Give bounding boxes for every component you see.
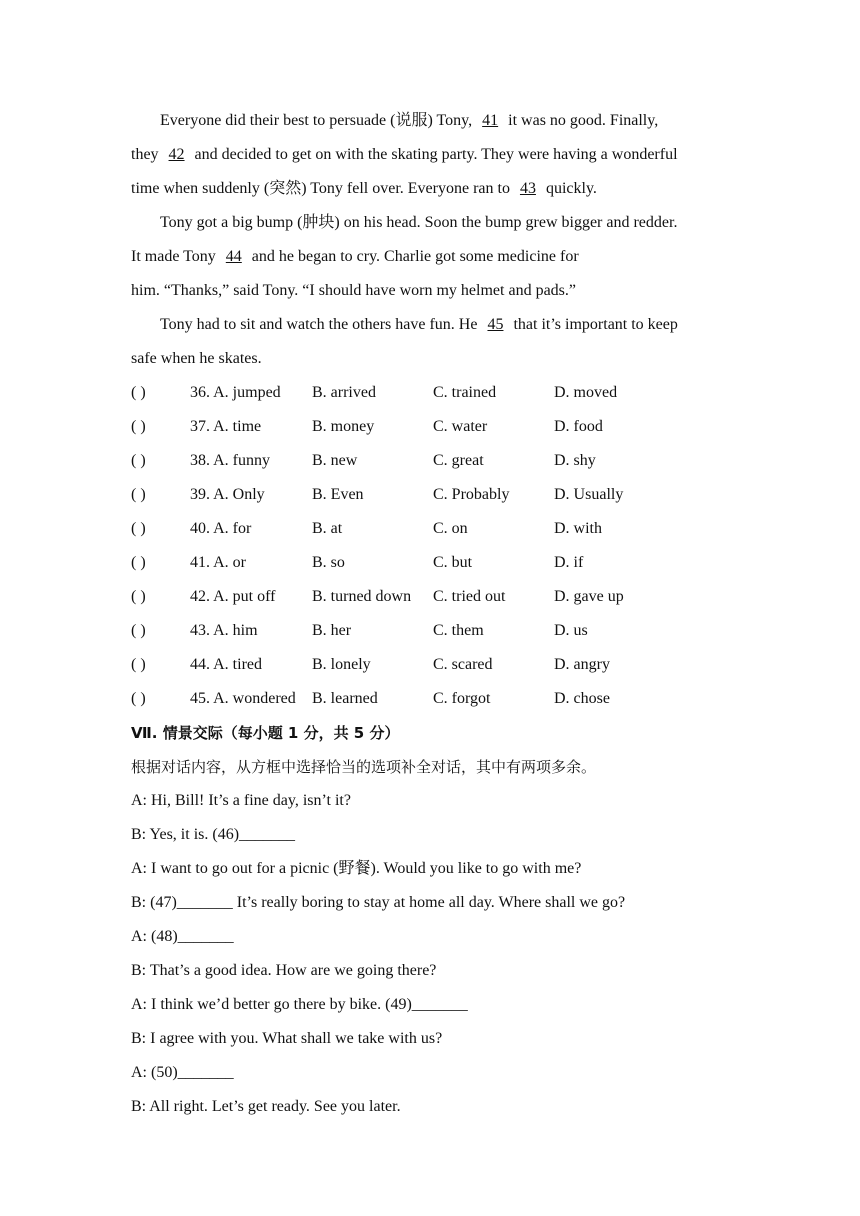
option-a: 37. A. time <box>190 418 262 435</box>
option-b: B. arrived <box>312 384 376 401</box>
option-d: D. chose <box>554 690 610 707</box>
question-row <box>131 410 731 444</box>
answer-paren: ( ) <box>131 520 146 537</box>
passage-text: that it’s important to keep <box>509 316 678 333</box>
passage-line <box>131 240 731 274</box>
dialogue-line: B: All right. Let’s get ready. See you later. <box>131 1098 401 1115</box>
question-row <box>131 580 731 614</box>
passage-line: safe when he skates. <box>131 350 262 367</box>
dialogue-line: A: (48)_______ <box>131 928 234 945</box>
answer-paren: ( ) <box>131 554 146 571</box>
dialogue-line: B: That’s a good idea. How are we going there? <box>131 962 437 979</box>
option-b: B. her <box>312 622 352 639</box>
option-d: D. us <box>554 622 588 639</box>
option-a: 40. A. for <box>190 520 252 537</box>
answer-paren: ( ) <box>131 486 146 503</box>
passage-line: him. “Thanks,” said Tony. “I should have worn my helmet and pads.” <box>131 282 576 299</box>
passage-text: Everyone did their best to persuade (说服) Tony, <box>160 112 477 129</box>
option-c: C. tried out <box>433 588 506 605</box>
document-page <box>131 104 731 1124</box>
passage-text: time when suddenly (突然) Tony fell over. Everyone ran to <box>131 180 514 197</box>
option-d: D. Usually <box>554 486 624 503</box>
option-c: C. Probably <box>433 486 510 503</box>
option-d: D. gave up <box>554 588 624 605</box>
option-c: C. forgot <box>433 690 491 707</box>
answer-paren: ( ) <box>131 588 146 605</box>
passage-line <box>131 308 731 342</box>
passage-line <box>131 172 731 206</box>
option-a: 44. A. tired <box>190 656 262 673</box>
passage-text: Tony had to sit and watch the others have fun. He <box>160 316 482 333</box>
answer-paren: ( ) <box>131 622 146 639</box>
option-d: D. moved <box>554 384 618 401</box>
question-row <box>131 444 731 478</box>
option-a: 41. A. or <box>190 554 246 571</box>
dialogue-line: A: (50)_______ <box>131 1064 234 1081</box>
option-d: D. if <box>554 554 584 571</box>
question-row <box>131 478 731 512</box>
question-row <box>131 546 731 580</box>
dialogue-line: A: I want to go out for a picnic (野餐). Would you like to go with me? <box>131 860 582 877</box>
passage-line <box>131 138 731 172</box>
dialogue-line: B: (47)_______ It’s really boring to stay at home all day. Where shall we go? <box>131 894 626 911</box>
option-c: C. trained <box>433 384 497 401</box>
option-b: B. lonely <box>312 656 371 673</box>
option-c: C. but <box>433 554 473 571</box>
answer-blank-44: 44 <box>225 248 242 265</box>
passage-text: it was no good. Finally, <box>504 112 659 129</box>
answer-paren: ( ) <box>131 452 146 469</box>
question-row <box>131 682 731 716</box>
option-d: D. food <box>554 418 603 435</box>
passage-line: Tony got a big bump (肿块) on his head. Soon the bump grew bigger and redder. <box>160 214 678 231</box>
dialogue-line: B: I agree with you. What shall we take with us? <box>131 1030 443 1047</box>
option-d: D. angry <box>554 656 610 673</box>
passage-text: It made Tony <box>131 248 220 265</box>
option-c: C. great <box>433 452 484 469</box>
dialogue-line: B: Yes, it is. (46)_______ <box>131 826 296 843</box>
dialogue-line: A: I think we’d better go there by bike. (49)_______ <box>131 996 468 1013</box>
answer-blank-41: 41 <box>482 112 499 129</box>
question-row <box>131 614 731 648</box>
answer-paren: ( ) <box>131 656 146 673</box>
option-c: C. on <box>433 520 468 537</box>
option-b: B. turned down <box>312 588 412 605</box>
option-b: B. new <box>312 452 358 469</box>
option-c: C. water <box>433 418 488 435</box>
question-row <box>131 512 731 546</box>
answer-paren: ( ) <box>131 384 146 401</box>
section-instruction: 根据对话内容，从方框中选择恰当的选项补全对话，其中有两项多余。 <box>131 758 597 776</box>
answer-blank-45: 45 <box>487 316 504 333</box>
option-a: 36. A. jumped <box>190 384 281 401</box>
option-b: B. at <box>312 520 343 537</box>
answer-paren: ( ) <box>131 418 146 435</box>
passage-text: quickly. <box>541 180 597 197</box>
passage-text: and decided to get on with the skating party. They were having a wonderful <box>190 146 678 163</box>
option-a: 43. A. him <box>190 622 258 639</box>
section-title: Ⅶ. 情景交际（每小题 1 分，共 5 分） <box>131 724 400 742</box>
option-c: C. them <box>433 622 484 639</box>
answer-paren: ( ) <box>131 690 146 707</box>
answer-blank-42: 42 <box>168 146 185 163</box>
question-row <box>131 376 731 410</box>
option-a: 42. A. put off <box>190 588 276 605</box>
option-a: 39. A. Only <box>190 486 265 503</box>
option-b: B. money <box>312 418 375 435</box>
dialogue-line: A: Hi, Bill! It’s a fine day, isn’t it? <box>131 792 351 809</box>
option-b: B. Even <box>312 486 364 503</box>
question-row <box>131 648 731 682</box>
answer-blank-43: 43 <box>519 180 536 197</box>
passage-line <box>131 104 731 138</box>
passage-text: they <box>131 146 163 163</box>
option-d: D. shy <box>554 452 596 469</box>
dialogue <box>131 784 731 1124</box>
question-list <box>131 376 731 716</box>
option-b: B. learned <box>312 690 378 707</box>
option-a: 45. A. wondered <box>190 690 296 707</box>
option-b: B. so <box>312 554 345 571</box>
option-a: 38. A. funny <box>190 452 270 469</box>
option-d: D. with <box>554 520 602 537</box>
option-c: C. scared <box>433 656 493 673</box>
passage-text: and he began to cry. Charlie got some medicine for <box>247 248 579 265</box>
